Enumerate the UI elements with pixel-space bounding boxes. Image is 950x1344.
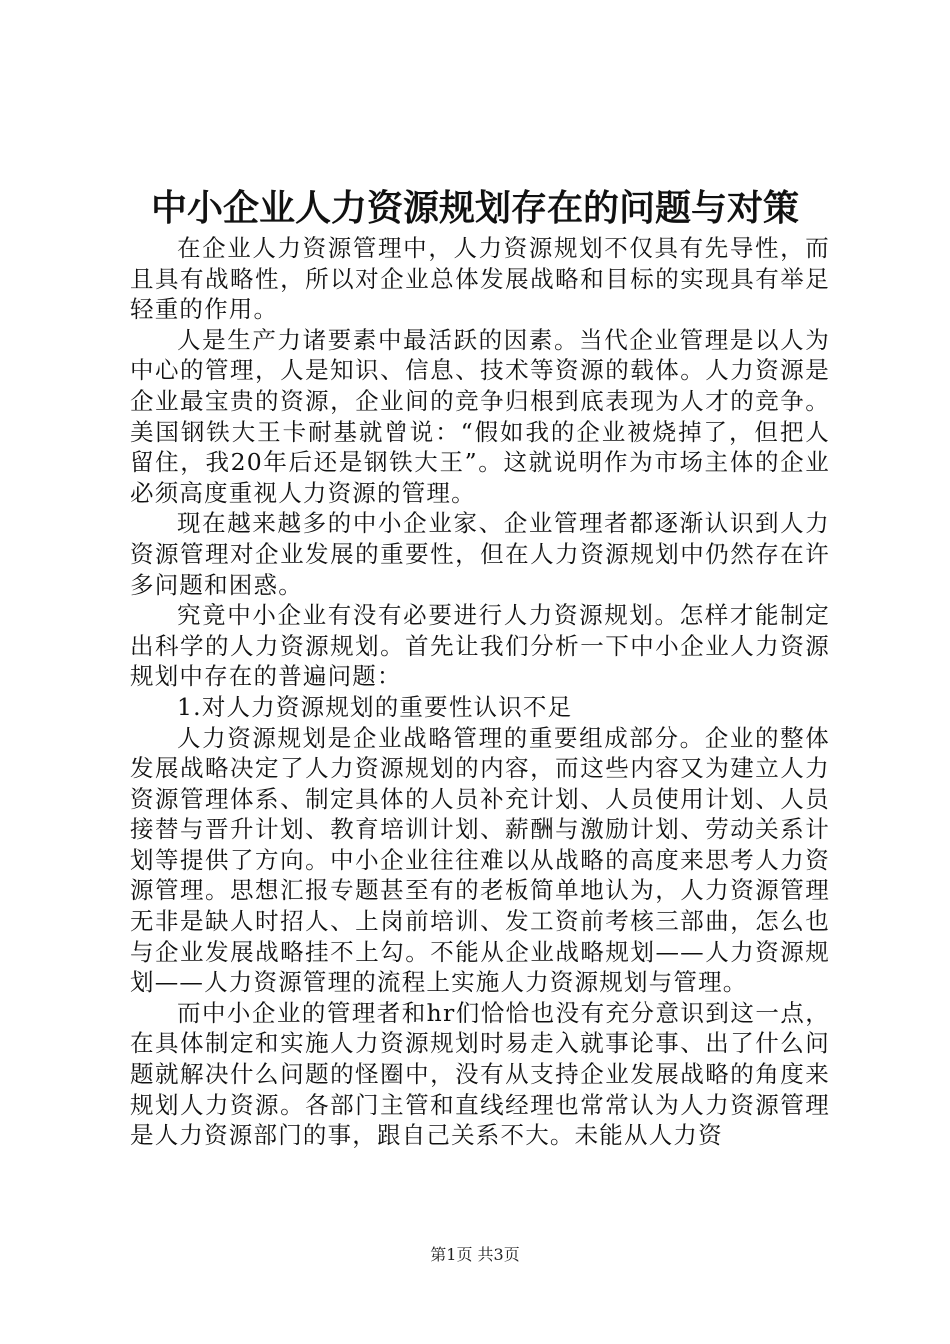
document-body xyxy=(130,233,830,1151)
paragraph: 而中小企业的管理者和hr们恰恰也没有充分意识到这一点，在具体制定和实施人力资源规划时易走入就事论事、出了什么问题就解决什么问题的怪圈中，没有从支持企业发展战略的角度来规划人力资源。各部门主管和直线经理也常常认为人力资源管理是人力资源部门的事，跟自己关系不大。未能从人力资 xyxy=(130,998,830,1150)
paragraph: 究竟中小企业有没有必要进行人力资源规划。怎样才能制定出科学的人力资源规划。首先让我们分析一下中小企业人力资源规划中存在的普遍问题： xyxy=(130,601,830,691)
page-footer: 第1页 共3页 xyxy=(430,1245,520,1264)
paragraph: 人是生产力诸要素中最活跃的因素。当代企业管理是以人为中心的管理，人是知识、信息、技术等资源的载体。人力资源是企业最宝贵的资源，企业间的竞争归根到底表现为人才的竞争。美国钢铁大王卡耐基就曾说：“假如我的企业被烧掉了，但把人留住，我20年后还是钢铁大王”。这就说明作为市场主体的企业必须高度重视人力资源的管理。 xyxy=(130,325,830,507)
paragraph: 在企业人力资源管理中，人力资源规划不仅具有先导性，而且具有战略性，所以对企业总体发展战略和目标的实现具有举足轻重的作用。 xyxy=(130,234,830,324)
section-heading: 1.对人力资源规划的重要性认识不足 xyxy=(177,692,573,721)
paragraph: 现在越来越多的中小企业家、企业管理者都逐渐认识到人力资源管理对企业发展的重要性，但在人力资源规划中仍然存在许多问题和困惑。 xyxy=(130,509,830,599)
paragraph: 人力资源规划是企业战略管理的重要组成部分。企业的整体发展战略决定了人力资源规划的内容，而这些内容又为建立人力资源管理体系、制定具体的人员补充计划、人员使用计划、人员接替与晋升计划、教育培训计划、薪酬与激励计划、劳动关系计划等提供了方向。中小企业往往难以从战略的高度来思考人力资源管理。思想汇报专题甚至有的老板简单地认为，人力资源管理无非是缺人时招人、上岗前培训、发工资前考核三部曲，怎么也与企业发展战略挂不上勾。不能从企业战略规划——人力资源规划——人力资源管理的流程上实施人力资源规划与管理。 xyxy=(130,723,830,997)
page-title: 中小企业人力资源规划存在的问题与对策 xyxy=(150,187,799,229)
